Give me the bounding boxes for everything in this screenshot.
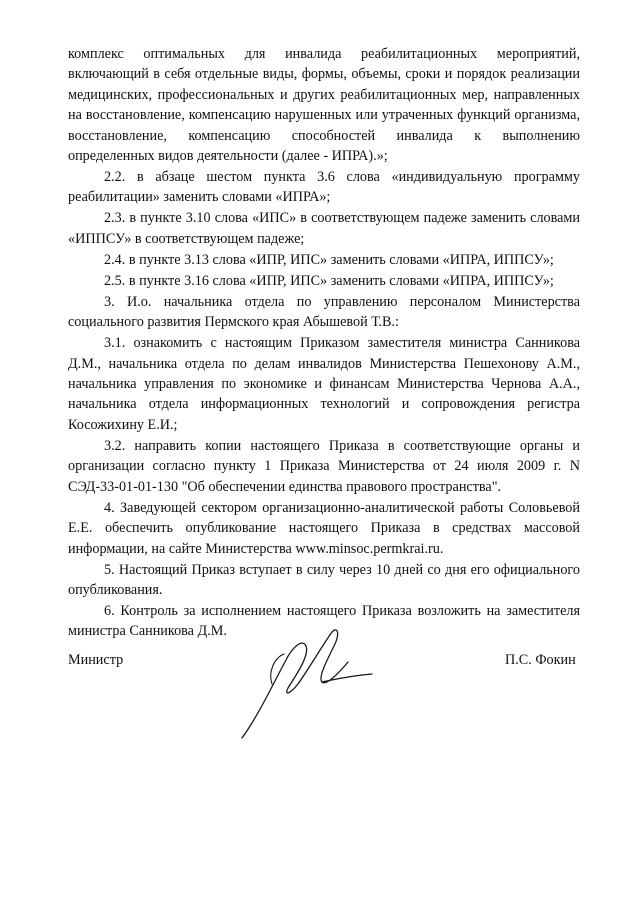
paragraph-2-4: 2.4. в пункте 3.13 слова «ИПР, ИПС» заменить словами «ИПРА, ИППСУ»;: [104, 251, 554, 268]
paragraph-6: 6. Контроль за исполнением настоящего Приказа возложить на заместителя министра Санникова Д.М.: [68, 602, 580, 640]
paragraph-2-2: 2.2. в абзаце шестом пункта 3.6 слова «индивидуальную программу реабилитации» заменить словами «ИПРА»;: [68, 169, 580, 206]
paragraph-3-2: 3.2. направить копии настоящего Приказа в соответствующие органы и организации согласно пункту 1 Приказа Министерства от 24 июля 2009 г. N СЭД-33-01-01-130 "Об обеспечении единства правового пространства".: [68, 437, 580, 495]
document-body: [68, 44, 580, 642]
paragraph-ipra-definition: комплекс оптимальных для инвалида реабилитационных мероприятий, включающий в себя отдельные виды, формы, объемы, сроки и порядок реализации медицинских, профессиональных и других реабилитационных мер, направленных на восстановление, компенсацию нарушенных или утраченных функций организма, восстановление, компенсацию способностей инвалида к выполнению определенных видов деятельности (далее - ИПРА).»;: [68, 46, 580, 165]
handwritten-signature: [228, 624, 378, 744]
paragraph-2-3: 2.3. в пункте 3.10 слова «ИПС» в соответствующем падеже заменить словами «ИППСУ» в соответствующем падеже;: [68, 210, 580, 247]
signatory-title: Министр: [68, 652, 124, 668]
paragraph-3: 3. И.о. начальника отдела по управлению персоналом Министерства социального развития Пермского края Абышевой Т.В.:: [68, 293, 580, 331]
paragraph-2-5: 2.5. в пункте 3.16 слова «ИПР, ИПС» заменить словами «ИПРА, ИППСУ»;: [104, 272, 554, 289]
signatory-name: П.С. Фокин: [505, 652, 576, 668]
paragraph-3-1: 3.1. ознакомить с настоящим Приказом заместителя министра Санникова Д.М., начальника отдела по делам инвалидов Министерства Пешехонову А.М., начальника управления по экономике и финансам Министерства Чернова А.А., начальника отдела информационных технологий и сопровождения регистра Косожихину Е.И.;: [68, 335, 580, 433]
paragraph-5: 5. Настоящий Приказ вступает в силу через 10 дней со дня его официального опубликования.: [68, 561, 580, 598]
paragraph-4: 4. Заведующей сектором организационно-аналитической работы Соловьевой Е.Е. обеспечить опубликование настоящего Приказа в средствах массовой информации, на сайте Министерства www.minsoc.permkrai.ru.: [68, 499, 580, 557]
